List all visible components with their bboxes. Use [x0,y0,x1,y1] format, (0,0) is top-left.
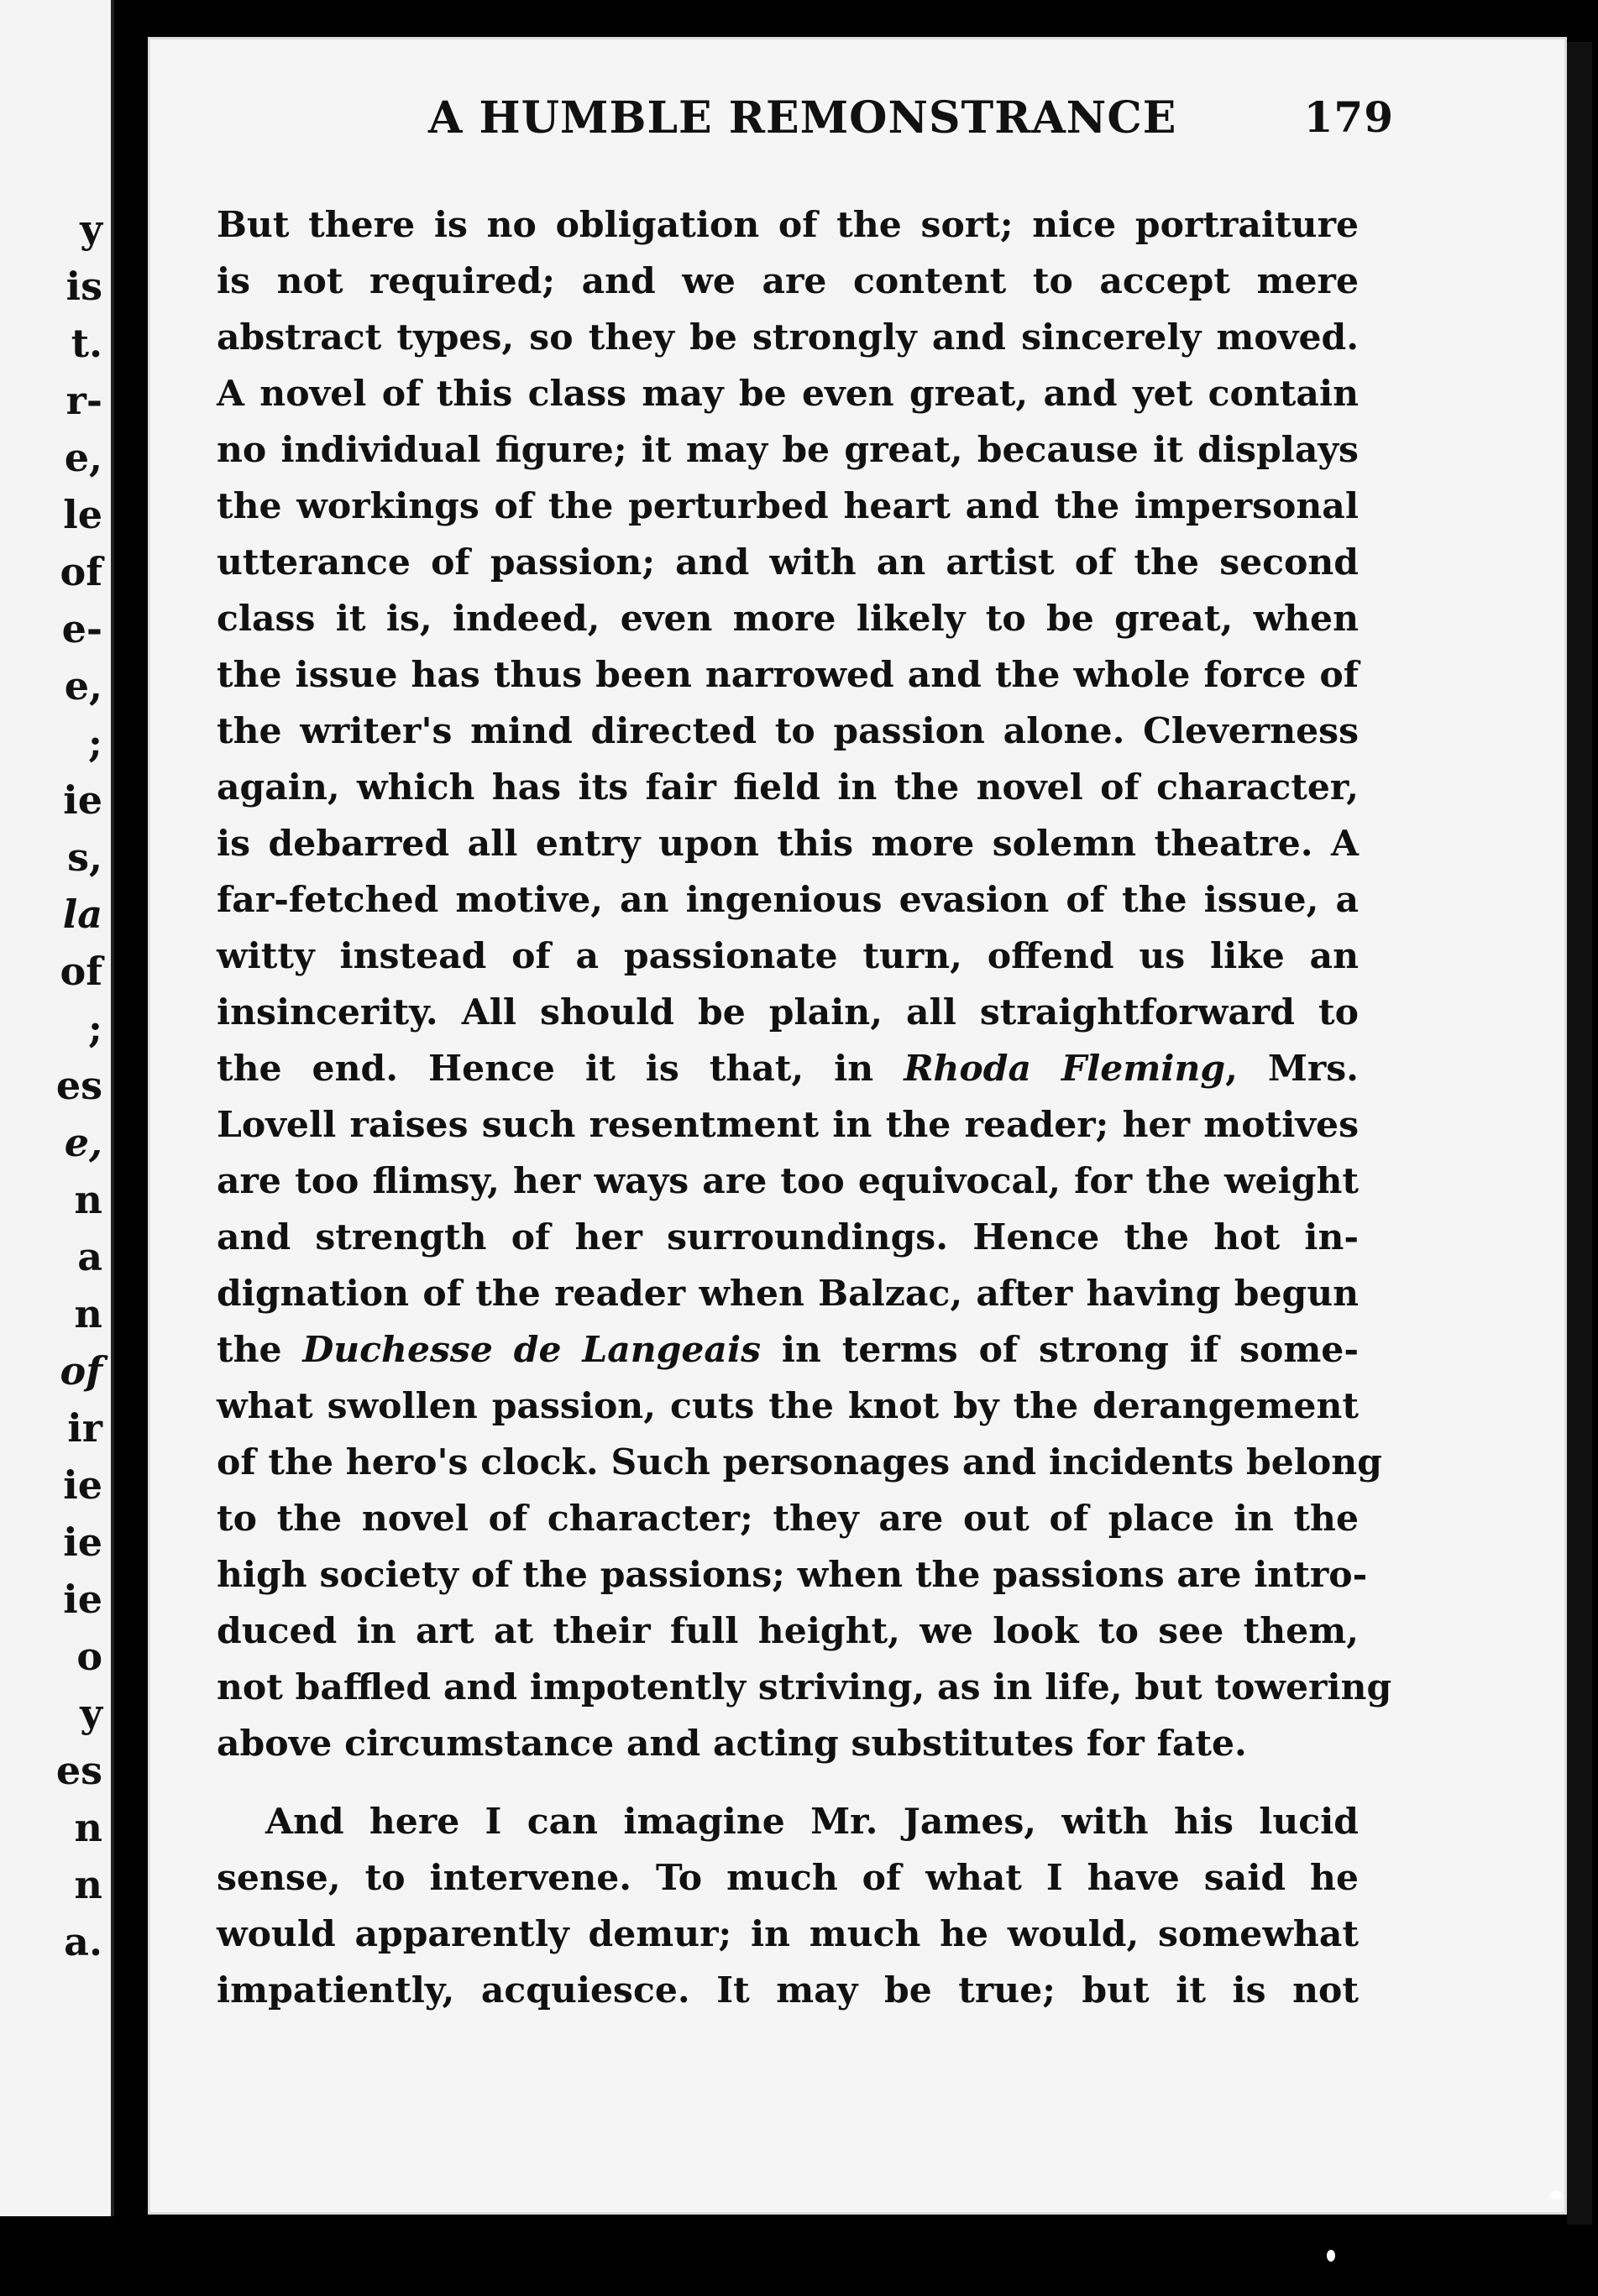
prev-page-fragment: of [60,549,102,594]
prev-page-fragment: t. [71,321,102,366]
scan-speck [1549,2191,1563,2199]
text-line: and strength of her surroundings. Hence the hot in- [217,1216,1359,1258]
text-line: would apparently demur; in much he would, somewhat [217,1913,1359,1955]
prev-page-fragment: n [74,1291,102,1336]
text-line: the issue has thus been narrowed and the whole force of [217,654,1359,696]
text-line: no individual figure; it may be great, because it displays [217,429,1359,471]
body-text [217,197,1392,2019]
prev-page-fragment: ; [88,1006,102,1051]
prev-page-fragment: is [65,264,102,309]
text-segment: the end. Hence it is that, in [217,1048,904,1090]
prev-page-fragment: e- [61,606,102,651]
prev-page-fragment: ir [67,1405,102,1451]
text-line: utterance of passion; and with an artist of the second [217,541,1359,583]
text-line: the workings of the perturbed heart and the impersonal [217,485,1359,527]
prev-page-fragment: e, [64,663,102,709]
text-line: witty instead of a passionate turn, offend us like an [217,935,1359,977]
prev-page-fragment: of [60,949,102,994]
prev-page-fragment: a [77,1234,102,1279]
text-line: A novel of this class may be even great, and yet contain [217,373,1359,415]
prev-page-fragment: o [76,1634,102,1679]
text-line: far-fetched motive, an ingenious evasion of the issue, a [217,879,1359,921]
prev-page-fragment: le [63,492,102,537]
page-number: 179 [1303,92,1394,142]
text-line: high society of the passions; when the passions are intro- [217,1554,1368,1596]
prev-page-fragment: es [55,1063,102,1108]
paragraph-gap [217,1772,1359,1794]
text-line: class it is, indeed, even more likely to be great, when [217,598,1359,640]
text-line: insincerity. All should be plain, all straightforward to [217,991,1359,1033]
text-line: But there is no obligation of the sort; nice portraiture [217,204,1359,246]
text-segment: the [217,1329,303,1371]
text-line: duced in art at their full height, we look to see them, [217,1610,1359,1652]
text-line: is debarred all entry upon this more solemn theatre. A [217,823,1359,865]
running-title: A HUMBLE REMONSTRANCE [428,92,1177,144]
prev-page-fragment: ie [63,1462,102,1508]
prev-page-fragment: ie [63,777,102,823]
text-line: again, which has its fair field in the novel of character, [217,766,1359,808]
text-segment: , Mrs. [1225,1048,1359,1090]
prev-page-fragment: la [62,892,102,937]
book-title-rhoda-fleming: Rhoda Fleming [904,1048,1226,1090]
text-line: above circumstance and acting substitutes for fate. [217,1723,1247,1765]
prev-page-fragment: n [74,1177,102,1222]
text-line: dignation of the reader when Balzac, after having begun [217,1273,1359,1315]
text-line: And here I can imagine Mr. James, with his lucid [265,1801,1359,1843]
prev-page-fragment: of [60,1348,102,1394]
prev-page-fragment: ie [63,1519,102,1565]
text-line: the writer's mind directed to passion alone. Cleverness [217,710,1359,752]
text-line: Lovell raises such resentment in the reader; her motives [217,1104,1359,1146]
text-line: to the novel of character; they are out of place in the [217,1498,1359,1540]
text-line-rhoda [217,1041,1359,1097]
prev-page-fragment: y [80,207,102,252]
text-line: impatiently, acquiesce. It may be true; but it is not [217,1969,1359,2011]
page-edge-shadow [1567,42,1592,2225]
text-line: sense, to intervene. To much of what I have said he [217,1857,1359,1899]
text-line: not baffled and impotently striving, as in life, but towering [217,1666,1392,1708]
prev-page-fragment: ie [63,1577,102,1622]
prev-page-fragment: y [80,1691,102,1736]
prev-page-fragment: r- [65,378,102,423]
prev-page-fragment: n [74,1862,102,1907]
book-title-duchesse: Duchesse de Langeais [302,1329,762,1371]
prev-page-fragment: s, [67,834,102,880]
prev-page-fragment: n [74,1805,102,1850]
scan-speck [1327,2250,1335,2262]
text-line: abstract types, so they be strongly and sincerely moved. [217,316,1359,358]
prev-page-fragment: e, [64,1120,102,1165]
prev-page-fragment: a. [64,1919,102,1964]
previous-page-margin [0,0,114,2216]
text-line: what swollen passion, cuts the knot by the derangement [217,1385,1359,1427]
text-line: are too flimsy, her ways are too equivocal, for the weight [217,1160,1359,1202]
text-line: is not required; and we are content to accept mere [217,260,1359,302]
text-line-duchesse [217,1322,1359,1378]
prev-page-fragment: es [55,1748,102,1793]
text-line: of the hero's clock. Such personages and incidents belong [217,1441,1382,1483]
prev-page-fragment: e, [64,435,102,480]
text-segment: in terms of strong if some- [761,1329,1359,1371]
prev-page-fragment: ; [88,720,102,766]
